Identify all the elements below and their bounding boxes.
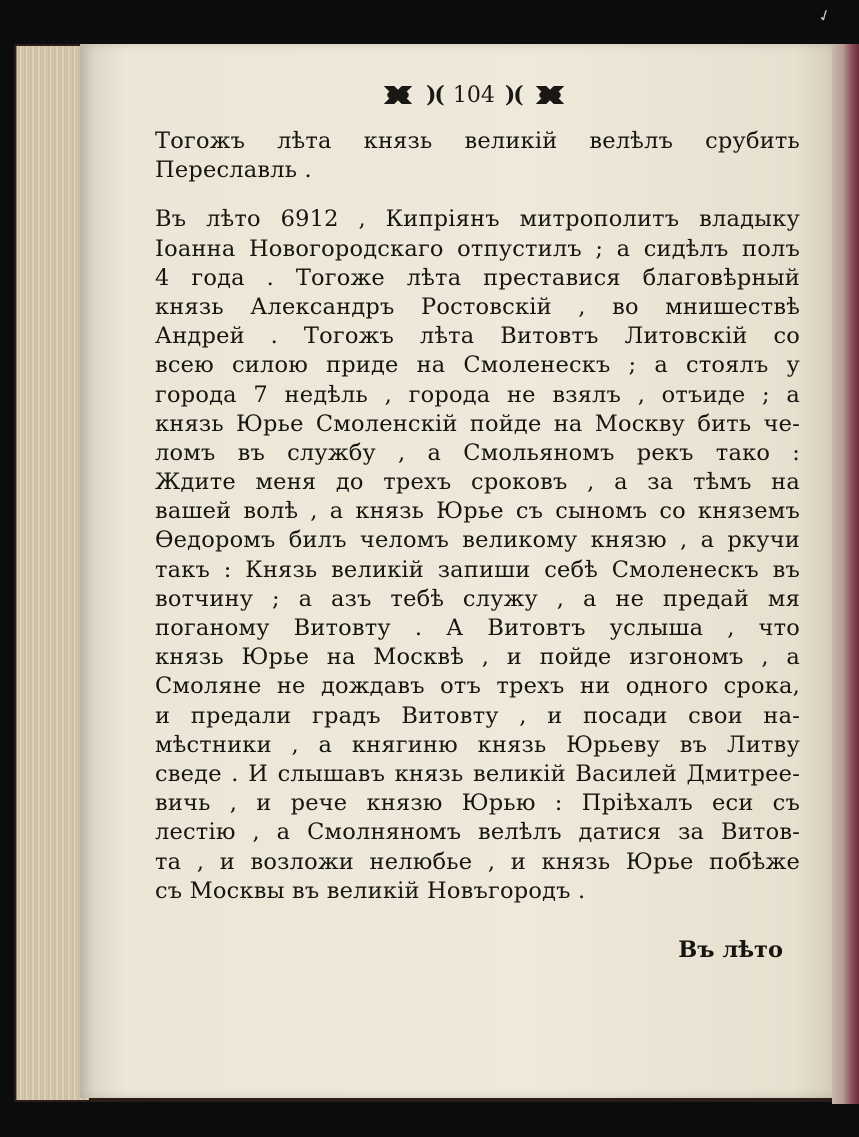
text-line: мѣстники , а княгиню князь Юрьеву въ Литву xyxy=(155,731,800,758)
text-line: и предали градъ Витовту , и посади свои на- xyxy=(155,702,800,729)
text-line: вичь , и рече князю Юрью : Прiѣхалъ еси съ xyxy=(155,790,800,817)
text-line: такъ : Князь великiй запиши себѣ Смоленескъ въ xyxy=(155,556,800,583)
right-ornament-icon xyxy=(532,86,568,104)
text-line: вотчину ; а азъ тебѣ служу , а не предай мя xyxy=(155,585,800,612)
text-line: князь Юрье на Москвѣ , и пойде изгономъ , а xyxy=(155,644,800,671)
left-ornament-icon xyxy=(380,86,416,104)
text-line: Переславль . xyxy=(155,157,312,184)
catchword: Въ лѣто xyxy=(678,937,783,963)
left-bracket: )( xyxy=(426,82,443,108)
page-header xyxy=(380,78,620,112)
text-line: сведе . И слышавъ князь великiй Василей Дмитрее- xyxy=(155,760,800,787)
text-line: поганому Витовту . А Витовтъ услыша , что xyxy=(155,615,800,641)
text-line: ломъ въ службу , а Смольяномъ рекъ тако : xyxy=(155,439,800,466)
text-line: вашей волѣ , а князь Юрье съ сыномъ со княземъ xyxy=(155,498,800,525)
text-line: князь Юрье Смоленскiй пойде на Москву бить че- xyxy=(155,410,800,437)
text-line: Смоляне не дождавъ отъ трехъ ни одного срока, xyxy=(155,673,800,700)
corner-mark: ✓ xyxy=(814,4,834,27)
right-bracket: )( xyxy=(504,82,522,108)
text-line: Тогожъ лѣта князь великiй велѣлъ срубить xyxy=(155,128,800,154)
text-line: Андрей . Тогожъ лѣта Витовтъ Литовскiй со xyxy=(155,323,800,350)
text-line: та , и возложи нелюбье , и князь Юрье побѣже xyxy=(155,848,800,875)
text-line: съ Москвы въ великiй Новъгородъ . xyxy=(155,877,586,904)
text-line: города 7 недѣль , города не взялъ , отъиде ; а xyxy=(155,381,800,408)
text-line: Iоанна Новогородскаго отпустилъ ; а сидѣлъ полъ xyxy=(155,235,800,262)
text-line: Ждите меня до трехъ сроковъ , а за тѣмъ на xyxy=(155,469,800,496)
page-edges xyxy=(16,46,89,1100)
cover-edge xyxy=(832,44,859,1104)
body-text xyxy=(155,127,800,906)
text-line: Въ лѣто 6912 , Кипрiянъ митрополитъ владыку xyxy=(155,206,800,233)
text-line: лестiю , а Смолняномъ велѣлъ датися за Витов- xyxy=(155,819,800,846)
page-number: 104 xyxy=(452,82,495,108)
text-line: 4 года . Тогоже лѣта преставися благовѣрный xyxy=(155,264,800,291)
text-line: Өедоромъ билъ челомъ великому князю , а ркучи xyxy=(155,527,800,554)
text-line: всею силою приде на Смоленескъ ; а стоялъ у xyxy=(155,352,800,379)
text-line: князь Александръ Ростовскiй , во мнишествѣ xyxy=(155,293,800,320)
